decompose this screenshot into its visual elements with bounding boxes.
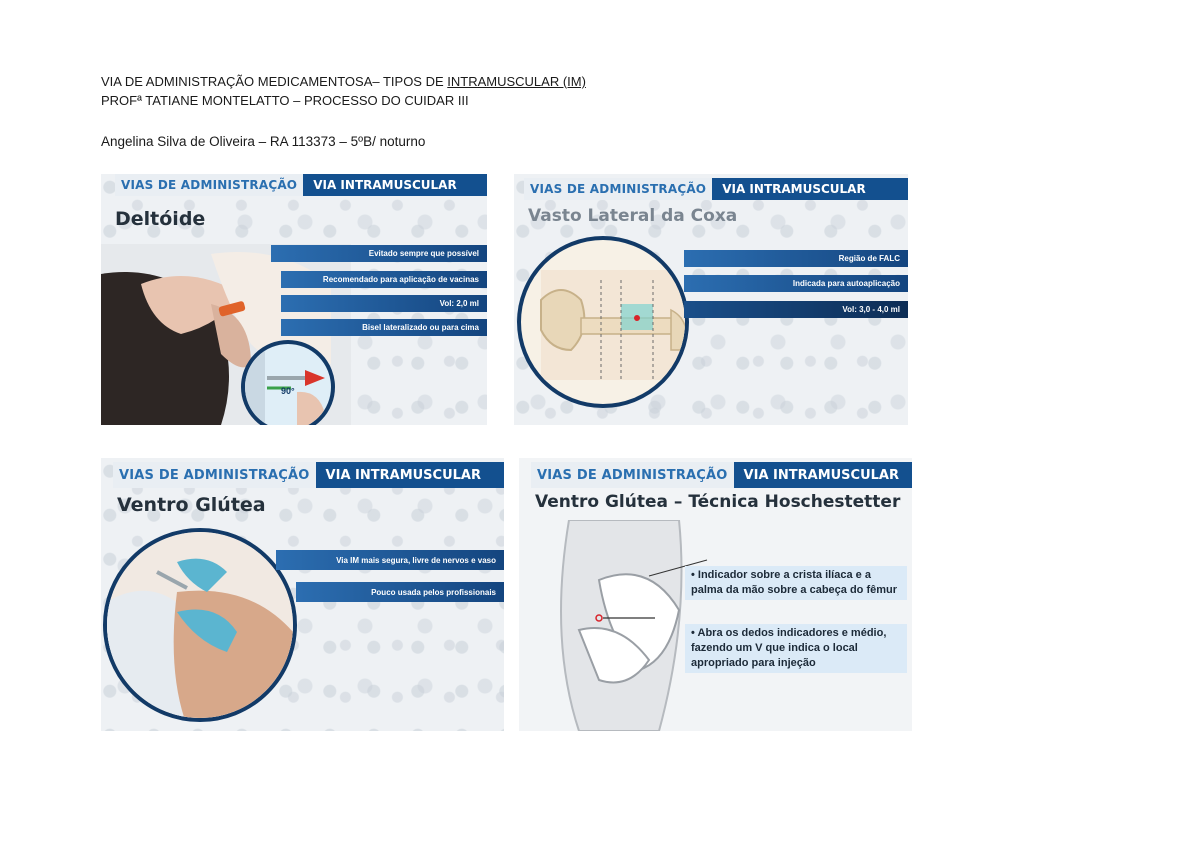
gluteal-injection-photo xyxy=(107,532,297,722)
card-bar: Região de FALC xyxy=(684,250,908,267)
needle-angle-icon xyxy=(245,344,335,425)
card-bar: Indicada para autoaplicação xyxy=(684,275,908,292)
card-bar: Vol: 2,0 ml xyxy=(281,295,487,312)
needle-angle-inset xyxy=(241,340,335,425)
card-ventro-glutea xyxy=(101,458,504,731)
title-underlined: INTRAMUSCULAR (IM) xyxy=(447,74,586,89)
card-title: Ventro Glútea – Técnica Hoschestetter xyxy=(535,492,901,512)
banner-right-label: VIA INTRAMUSCULAR xyxy=(712,178,908,200)
document-header xyxy=(101,72,586,110)
banner-left-label: VIAS DE ADMINISTRAÇÃO xyxy=(113,462,316,488)
card-bar: Bisel lateralizado ou para cima xyxy=(281,319,487,336)
card-title: Vasto Lateral da Coxa xyxy=(528,206,738,226)
document-title xyxy=(101,72,586,91)
document-subtitle: PROFª TATIANE MONTELATTO – PROCESSO DO CUIDAR III xyxy=(101,93,469,108)
card-banner xyxy=(113,462,504,488)
banner-right-label: VIA INTRAMUSCULAR xyxy=(734,462,912,488)
banner-left-label: VIAS DE ADMINISTRAÇÃO xyxy=(524,178,712,200)
thigh-bone-diagram xyxy=(521,240,689,408)
card-bar: Vol: 3,0 - 4,0 ml xyxy=(684,301,908,318)
card-banner xyxy=(531,462,912,488)
instruction-bullet-1: • Indicador sobre a crista ilíaca e a palma da mão sobre a cabeça do fêmur xyxy=(685,566,907,600)
angle-label: 90° xyxy=(281,386,295,396)
card-vasto-lateral xyxy=(514,174,908,425)
banner-right-label: VIA INTRAMUSCULAR xyxy=(303,174,487,196)
hip-hand-diagram xyxy=(539,520,709,731)
banner-right-label: VIA INTRAMUSCULAR xyxy=(316,462,504,488)
title-prefix: VIA DE ADMINISTRAÇÃO MEDICAMENTOSA– TIPOS DE xyxy=(101,74,448,89)
gluteal-photo-circle xyxy=(103,528,297,722)
banner-left-label: VIAS DE ADMINISTRAÇÃO xyxy=(531,462,734,488)
card-title: Deltóide xyxy=(115,208,206,230)
card-banner xyxy=(524,178,908,200)
thigh-diagram-circle xyxy=(517,236,689,408)
card-hoschestetter xyxy=(519,458,912,731)
card-bar: Via IM mais segura, livre de nervos e vaso xyxy=(276,550,504,570)
banner-left-label: VIAS DE ADMINISTRAÇÃO xyxy=(115,174,303,196)
card-bar: Pouco usada pelos profissionais xyxy=(296,582,504,602)
instruction-bullet-2: • Abra os dedos indicadores e médio, fazendo um V que indica o local apropriado para injeção xyxy=(685,624,907,673)
card-bar: Recomendado para aplicação de vacinas xyxy=(281,271,487,288)
card-deltoide xyxy=(101,174,487,425)
card-bar: Evitado sempre que possível xyxy=(271,245,487,262)
card-banner xyxy=(115,174,487,196)
card-title: Ventro Glútea xyxy=(117,494,266,516)
author-line: Angelina Silva de Oliveira – RA 113373 – 5ºB/ noturno xyxy=(101,134,426,149)
